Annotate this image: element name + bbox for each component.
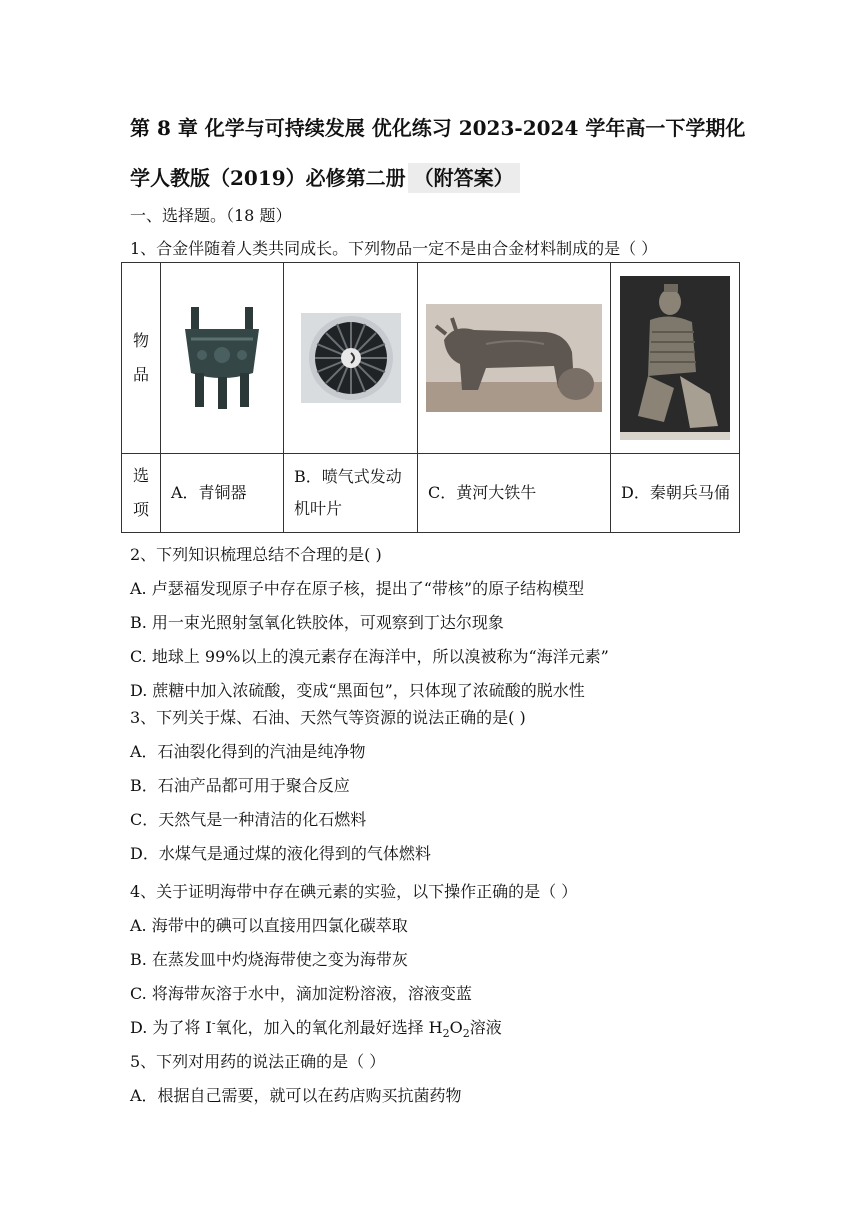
- q4-option-a: A. 海带中的碘可以直接用四氯化碳萃取: [130, 916, 408, 935]
- q3-option-c: C．天然气是一种清洁的化石燃料: [130, 810, 367, 829]
- q3-option-b: B．石油产品都可用于聚合反应: [130, 776, 350, 795]
- title-line-1: 第 8 章 化学与可持续发展 优化练习 2023-2024 学年高一下学期化: [130, 116, 746, 140]
- question-3-stem: 3、下列关于煤、石油、天然气等资源的说法正确的是( ): [130, 708, 526, 727]
- question-2-stem: 2、下列知识梳理总结不合理的是( ): [130, 545, 382, 564]
- q2-option-b: B. 用一束光照射氢氧化铁胶体，可观察到丁达尔现象: [130, 613, 504, 632]
- question-1-stem: 1、合金伴随着人类共同成长。下列物品一定不是由合金材料制成的是（ ）: [130, 239, 658, 258]
- question-1-table: [121, 262, 740, 533]
- question-4-stem: 4、关于证明海带中存在碘元素的实验，以下操作正确的是（ ）: [130, 882, 578, 901]
- options-row-label: 选 项: [122, 454, 161, 533]
- q1-option-c: C．黄河大铁牛: [418, 454, 611, 533]
- title-line-2: 学人教版（2019）必修第二册: [130, 166, 406, 190]
- q2-option-d: D. 蔗糖中加入浓硫酸，变成“黑面包”，只体现了浓硫酸的脱水性: [130, 681, 585, 700]
- q2-option-a: A. 卢瑟福发现原子中存在原子核，提出了“带核”的原子结构模型: [130, 579, 585, 598]
- options-row: [122, 454, 740, 533]
- items-row-label: 物 品: [122, 263, 161, 454]
- document-title: [130, 103, 750, 203]
- iron-ox-cell: [418, 263, 611, 454]
- jet-engine-fan-icon: [301, 313, 401, 403]
- jet-engine-cell: [284, 263, 418, 454]
- question-5-stem: 5、下列对用药的说法正确的是（ ）: [130, 1052, 386, 1071]
- q1-option-a: A．青铜器: [161, 454, 284, 533]
- terracotta-cell: [611, 263, 740, 454]
- q1-option-d: D．秦朝兵马俑: [611, 454, 740, 533]
- bronze-ding-cell: [161, 263, 284, 454]
- section-heading: 一、选择题。（18 题）: [130, 206, 292, 225]
- q3-option-a: A．石油裂化得到的汽油是纯净物: [130, 742, 366, 761]
- iron-ox-statue-icon: [426, 304, 602, 412]
- bronze-ding-icon: [177, 303, 267, 413]
- q2-option-c: C. 地球上 99%以上的溴元素存在海洋中，所以溴被称为“海洋元素”: [130, 647, 609, 666]
- q5-option-a: A．根据自己需要，就可以在药店购买抗菌药物: [130, 1086, 462, 1105]
- q4-option-c: C. 将海带灰溶于水中，滴加淀粉溶液，溶液变蓝: [130, 984, 472, 1003]
- answer-key-tag: （附答案）: [408, 163, 520, 193]
- q3-option-d: D．水煤气是通过煤的液化得到的气体燃料: [130, 844, 431, 863]
- q4-option-b: B. 在蒸发皿中灼烧海带使之变为海带灰: [130, 950, 408, 969]
- items-row: [122, 263, 740, 454]
- q1-option-b: B．喷气式发动 机叶片: [284, 454, 418, 533]
- terracotta-warrior-icon: [620, 276, 730, 440]
- q4-option-d: D. 为了将 I-氧化，加入的氧化剂最好选择 $H_2O_2$溶液: [130, 1016, 502, 1041]
